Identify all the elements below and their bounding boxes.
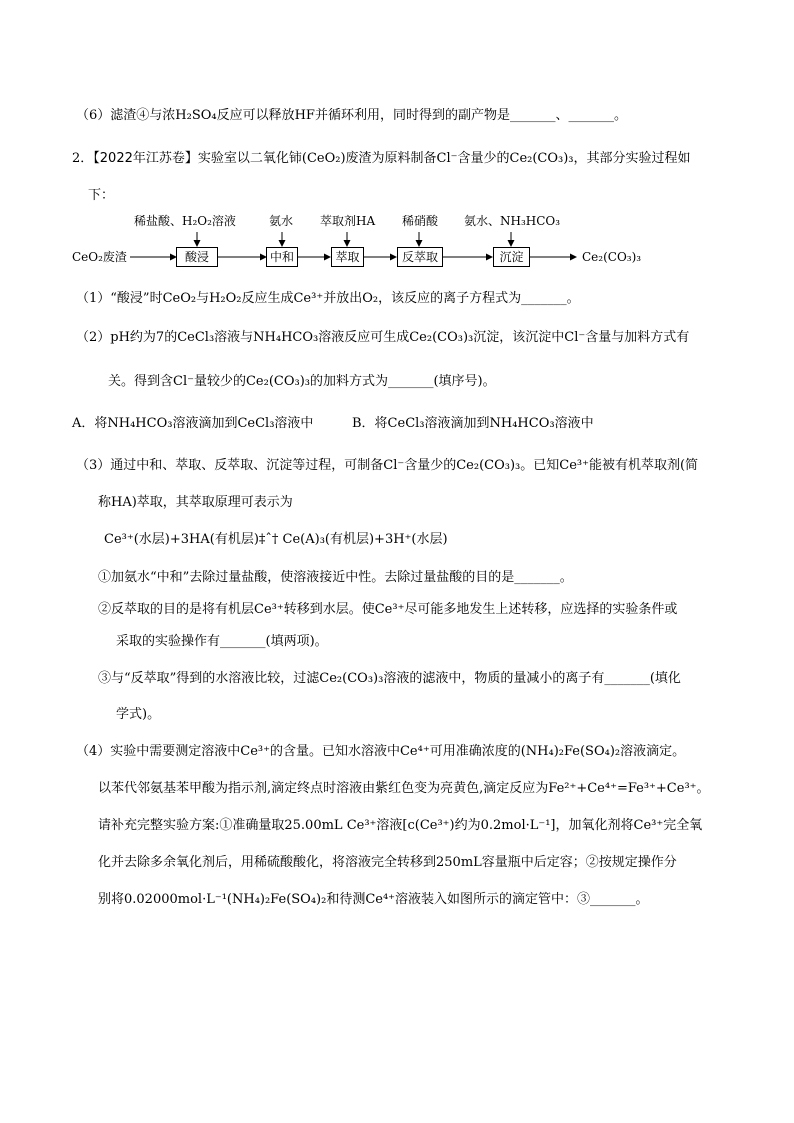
problem-intro: 实验室以二氧化铈(CeO₂)废渣为原料制备Cl⁻含量少的Ce₂(CO₃)₃，其部分实验过程如 xyxy=(197,151,691,166)
question-4-line-4: 化并去除多余氧化剂后，用稀硫酸酸化，将溶液完全转移到250mL容量瓶中后定容；②按规定操作分 xyxy=(98,855,677,870)
option-b: B．将CeCl₃溶液滴加到NH₄HCO₃溶液中 xyxy=(352,416,594,431)
reagent-3: 萃取剂HA xyxy=(320,214,376,228)
question-4-line-1: （4）实验中需要测定溶液中Ce³⁺的含量。已知水溶液中Ce⁴⁺可用准确浓度的(NH₄)₂Fe(SO₄)₂溶液滴定。 xyxy=(76,744,686,759)
step-box-5: 沉淀 xyxy=(493,247,530,267)
question-1: （1）“酸浸”时CeO₂与H₂O₂反应生成Ce³⁺并放出O₂，该反应的离子方程式为_______。 xyxy=(76,291,580,306)
step-box-1: 酸浸 xyxy=(176,247,218,267)
step-box-2: 中和 xyxy=(266,247,298,267)
problem-number: 2． xyxy=(72,151,94,166)
line-q6: （6）滤渣④与浓H₂SO₄反应可以释放HF并循环利用，同时得到的副产物是_______、_______。 xyxy=(76,108,627,123)
step-box-4: 反萃取 xyxy=(397,247,443,267)
reagent-1: 稀盐酸、H₂O₂溶液 xyxy=(134,214,236,228)
extraction-equation: Ce³⁺(水层)+3HA(有机层)‡ˆ† Ce(A)₃(有机层)+3H⁺(水层) xyxy=(104,532,448,547)
reagent-5: 氨水、NH₃HCO₃ xyxy=(464,214,561,228)
problem-source: 【2022年江苏卷】 xyxy=(93,151,198,166)
question-4-line-5: 别将0.02000mol·L⁻¹(NH₄)₂Fe(SO₄)₂和待测Ce⁴⁺溶液装入如图所示的滴定管中：③_______。 xyxy=(98,892,649,907)
question-3-part-1: ①加氨水“中和”去除过量盐酸，使溶液接近中性。去除过量盐酸的目的是_______。 xyxy=(98,570,573,585)
question-4-line-3: 请补充完整实验方案:①准确量取25.00mL Ce³⁺溶液[c(Ce³⁺)约为0.2mol·L⁻¹]，加氧化剂将Ce³⁺完全氧 xyxy=(98,818,703,833)
question-3-part-2-line-1: ②反萃取的目的是将有机层Ce³⁺转移到水层。使Ce³⁺尽可能多地发生上述转移，应选择的实验条件或 xyxy=(98,602,678,617)
question-2-line-1: （2）pH约为7的CeCl₃溶液与NH₄HCO₃溶液反应可生成Ce₂(CO₃)₃沉淀，该沉淀中Cl⁻含量与加料方式有 xyxy=(76,330,690,345)
option-a: A．将NH₄HCO₃溶液滴加到CeCl₃溶液中 xyxy=(72,416,314,431)
reagent-4: 稀硝酸 xyxy=(402,214,439,228)
question-4-line-2: 以苯代邻氨基苯甲酸为指示剂,滴定终点时溶液由紫红色变为亮黄色,滴定反应为Fe²⁺+Ce⁴⁺=Fe³⁺+Ce³⁺。 xyxy=(98,781,710,796)
question-2-line-2: 关。得到含Cl⁻量较少的Ce₂(CO₃)₃的加料方式为_______(填序号)。 xyxy=(108,374,496,389)
flow-start: CeO₂废渣 xyxy=(72,250,127,264)
question-3-part-2-line-2: 采取的实验操作有_______(填两项)。 xyxy=(116,634,328,649)
problem-intro-cont: 下： xyxy=(88,188,115,203)
process-flowchart xyxy=(72,212,722,272)
question-3-part-3-line-1: ③与“反萃取”得到的水溶液比较，过滤Ce₂(CO₃)₃溶液的滤液中，物质的量减小的离子有_______(填化 xyxy=(98,671,681,686)
question-3-part-3-line-2: 学式)。 xyxy=(116,707,161,722)
problem-2-header xyxy=(72,149,691,169)
question-3-line-2: 称HA)萃取，其萃取原理可表示为 xyxy=(98,495,293,510)
flow-end: Ce₂(CO₃)₃ xyxy=(582,250,642,264)
reagent-2: 氨水 xyxy=(269,214,294,228)
step-box-3: 萃取 xyxy=(331,247,364,267)
question-3-line-1: （3）通过中和、萃取、反萃取、沉淀等过程，可制备Cl⁻含量少的Ce₂(CO₃)₃。已知Ce³⁺能被有机萃取剂(简 xyxy=(76,458,699,473)
